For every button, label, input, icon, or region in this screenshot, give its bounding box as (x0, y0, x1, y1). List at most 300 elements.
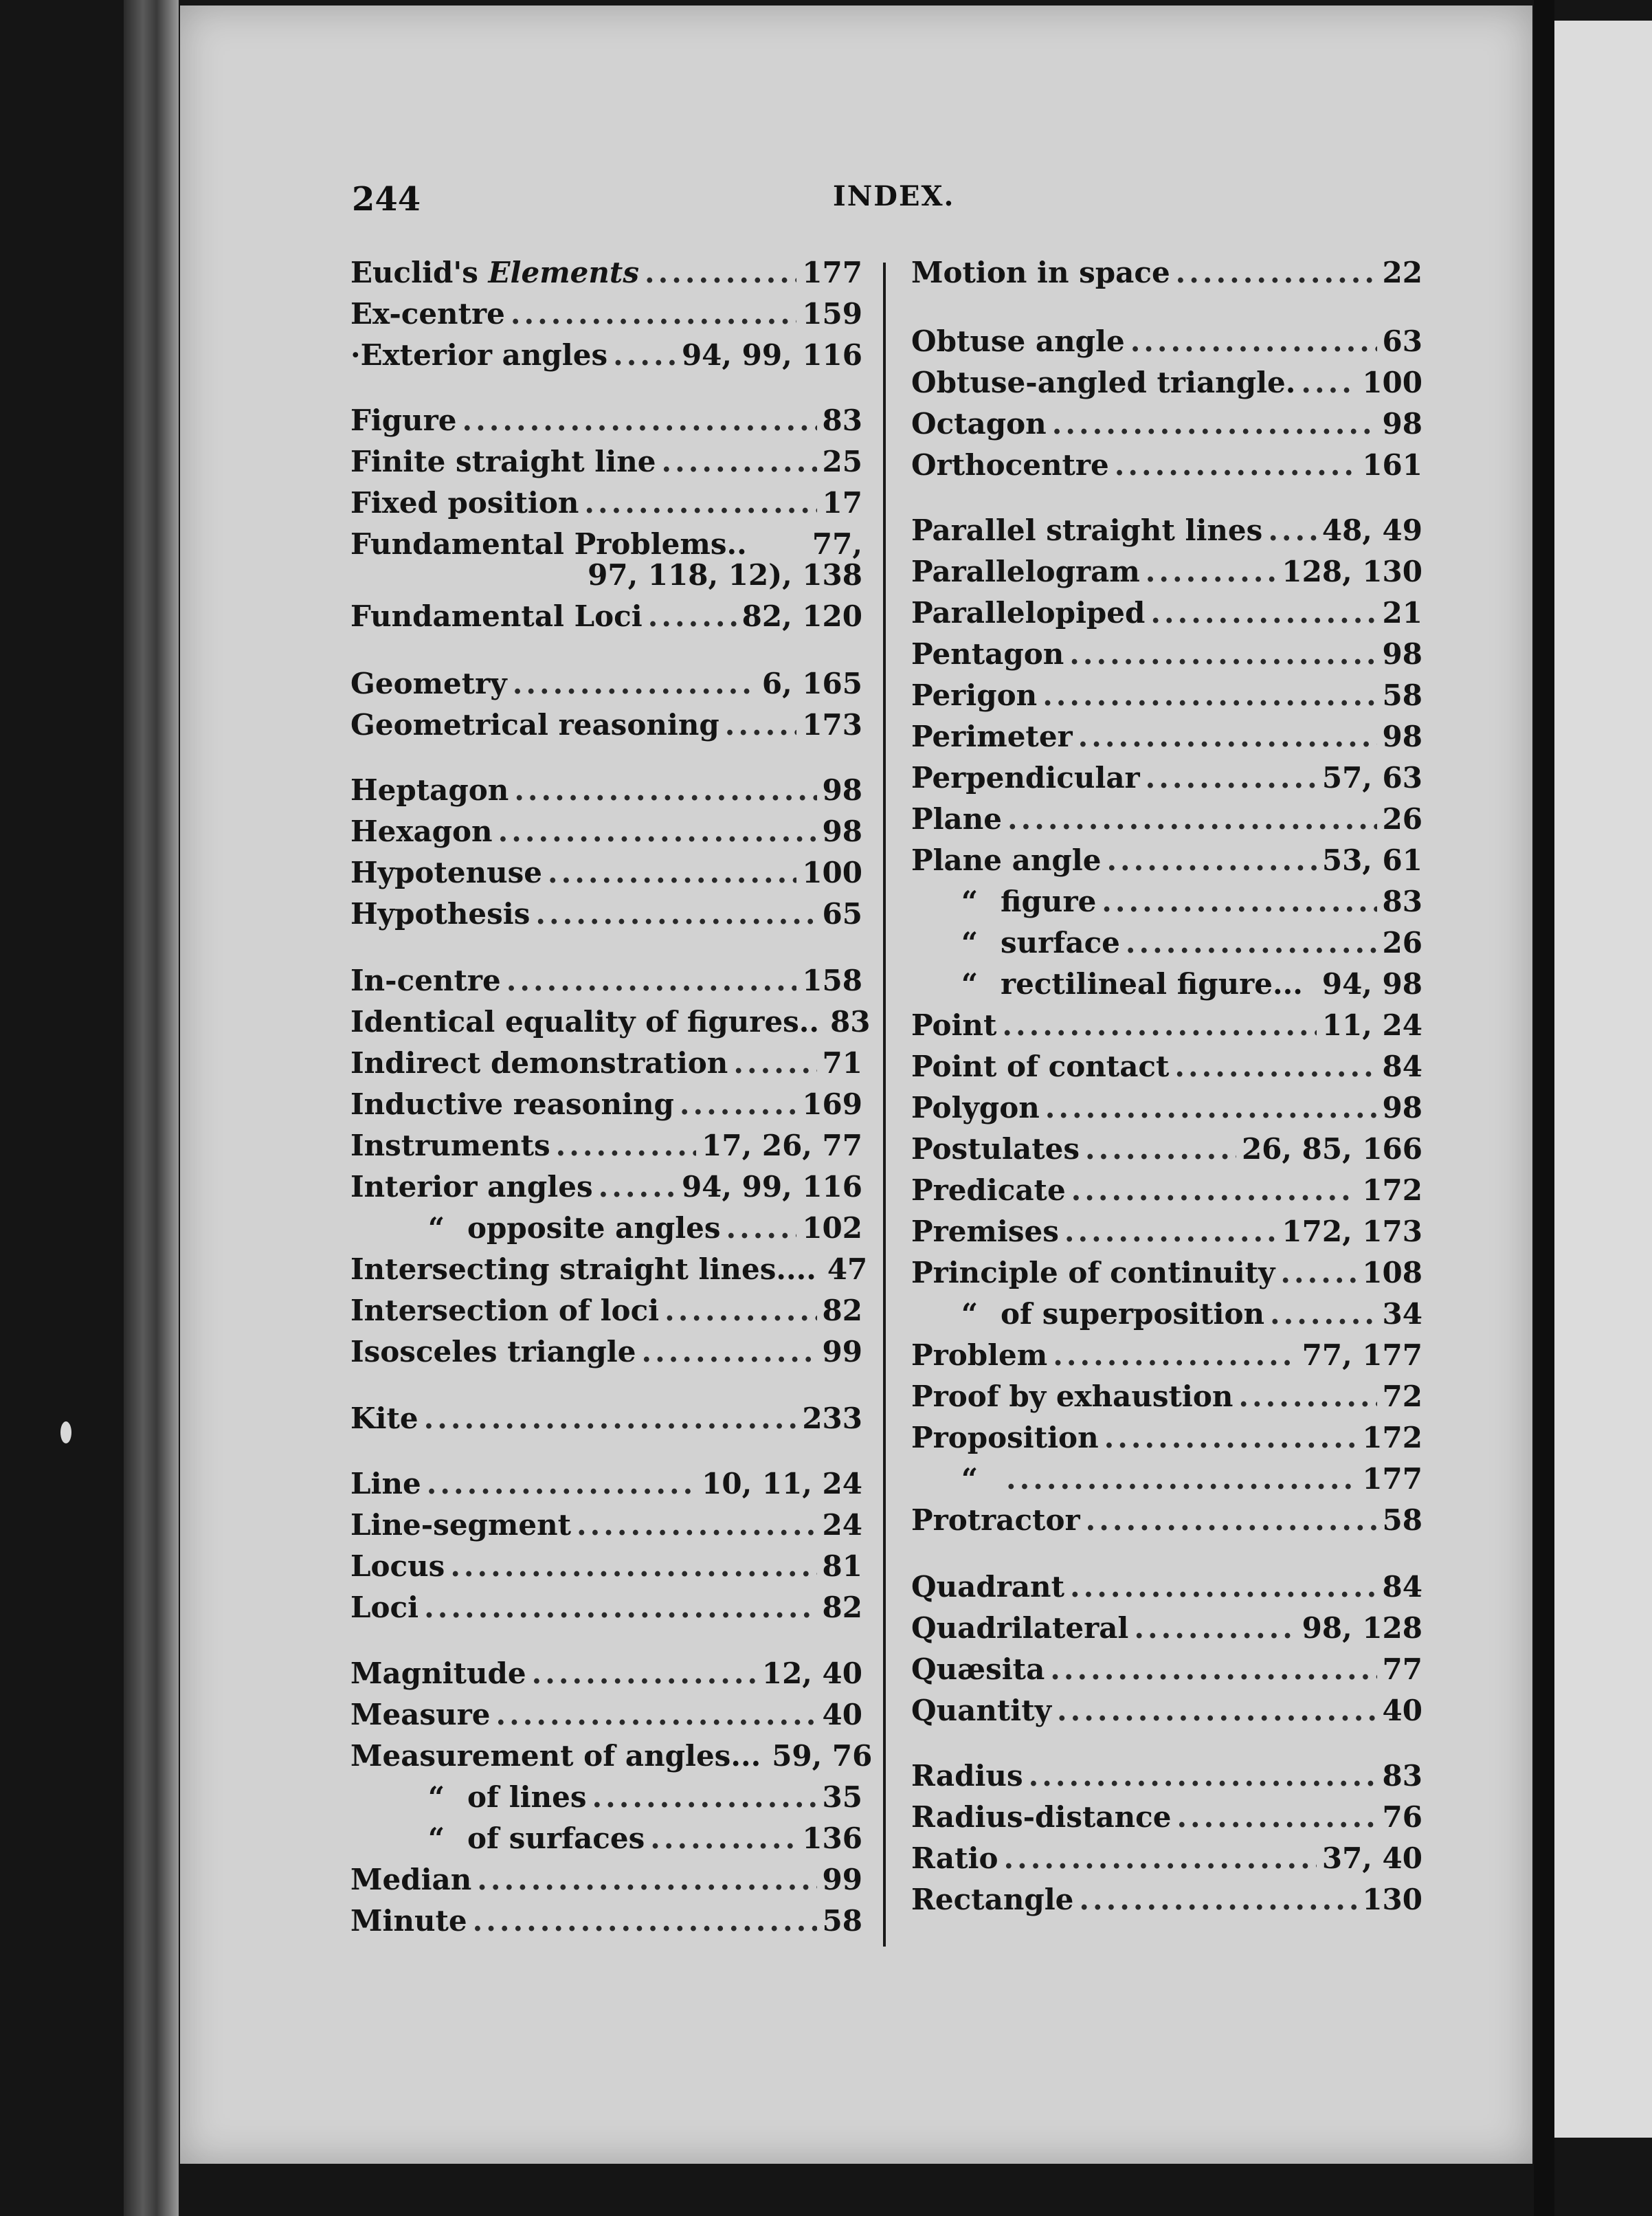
dot-leader (1102, 887, 1376, 916)
page-references: 65 (822, 897, 862, 931)
page-references: 82, 120 (741, 599, 862, 633)
index-entry (350, 447, 862, 476)
index-term-text: Isosceles triangle (350, 1335, 636, 1369)
dot-leader (1146, 764, 1317, 793)
dot-leader (613, 341, 676, 370)
page-references: 26 (1382, 802, 1422, 836)
page-references: 99 (822, 1863, 862, 1896)
index-entry (911, 557, 1422, 586)
index-term-text: Intersecting straight lines.... (350, 1252, 816, 1286)
dot-leader (1150, 599, 1376, 628)
index-term (911, 368, 1295, 397)
index-entry (911, 1652, 1422, 1686)
index-term (911, 407, 1047, 441)
index-term-text: Motion in space (911, 256, 1170, 289)
dot-leader (424, 1404, 797, 1433)
index-term-text: Polygon (911, 1091, 1040, 1124)
page-references: 40 (1382, 1694, 1422, 1727)
index-entry (911, 1696, 1422, 1725)
dot-leader (532, 1659, 757, 1688)
page-references: 81 (822, 1549, 862, 1583)
index-term (350, 258, 639, 287)
index-term-text: of lines (467, 1780, 587, 1814)
page-references: 233 (802, 1401, 862, 1435)
index-term (939, 1297, 1264, 1331)
ditto-mark: “ (961, 885, 979, 918)
index-entry (350, 599, 862, 633)
page-references: 83 (822, 403, 862, 437)
index-entry (911, 513, 1422, 547)
index-term (350, 1335, 636, 1369)
page-references: 98, 128 (1302, 1611, 1422, 1645)
index-entry (911, 761, 1422, 795)
index-term (911, 557, 1140, 586)
index-term (911, 761, 1140, 795)
index-term (939, 1462, 1001, 1496)
page-references: 158 (802, 964, 862, 997)
index-entry (911, 1338, 1422, 1372)
dot-leader (427, 1470, 696, 1498)
page-references: 58 (822, 1904, 862, 1938)
index-term (911, 324, 1125, 358)
index-term-text: Parallel straight lines (911, 513, 1263, 547)
index-term (939, 926, 1120, 960)
index-term (911, 1173, 1066, 1207)
index-term (350, 527, 747, 561)
page-references: 53, 61 (1321, 843, 1422, 877)
index-term (911, 678, 1038, 712)
index-term (350, 1005, 820, 1039)
dot-leader (1045, 1094, 1377, 1122)
index-entry (939, 967, 1422, 1001)
index-entry (405, 1780, 862, 1814)
index-term (350, 338, 608, 372)
index-entry (350, 1549, 862, 1583)
page-references: 94, 98 (1321, 967, 1422, 1001)
index-term (350, 708, 719, 742)
ditto-mark: “ (961, 1297, 979, 1331)
index-entry (350, 1005, 871, 1039)
index-term-text: Interior angles (350, 1170, 593, 1204)
index-term-text: Postulates (911, 1132, 1080, 1166)
page-references: 128, 130 (1282, 555, 1422, 588)
page-references: 76 (1382, 1800, 1422, 1834)
index-entry (911, 1052, 1422, 1081)
page-references: 57, 63 (1321, 761, 1422, 795)
index-term (350, 447, 656, 476)
index-entry (350, 858, 862, 887)
index-term-text: Ex-centre (350, 297, 505, 331)
index-term-text: Line (350, 1467, 421, 1500)
ditto-mark: “ (427, 1211, 445, 1245)
index-term-text: Obtuse-angled triangle. (911, 366, 1296, 399)
ditto-mark: “ (427, 1821, 445, 1855)
index-term (911, 1382, 1233, 1411)
page-number: 244 (352, 180, 421, 219)
dot-leader (513, 669, 757, 698)
index-entry (350, 486, 862, 520)
page-references: 98 (822, 815, 862, 848)
index-term-text: Measure (350, 1698, 491, 1731)
index-entry (350, 338, 862, 372)
dot-leader (726, 1214, 797, 1243)
dot-leader (1071, 1176, 1357, 1205)
dot-leader (1146, 557, 1277, 586)
page-references: 47 (827, 1252, 868, 1286)
page-references: 94, 99, 116 (681, 338, 862, 372)
index-term (911, 637, 1064, 671)
dot-leader (648, 602, 737, 631)
dot-leader (1050, 1655, 1376, 1684)
dot-leader (1280, 1259, 1357, 1287)
dot-leader (1238, 1382, 1376, 1411)
index-entry (911, 1503, 1422, 1537)
page-references: 10, 11, 24 (702, 1467, 862, 1500)
index-term-text: Parallelogram (911, 555, 1140, 588)
index-entry (405, 1821, 862, 1855)
dot-leader (725, 711, 797, 740)
dot-leader (577, 1511, 817, 1540)
page-references: 159 (802, 297, 862, 331)
dot-leader (1070, 1573, 1377, 1602)
index-term-text: figure (1001, 885, 1097, 918)
index-entry (350, 1296, 862, 1325)
page-references: 21 (1382, 596, 1422, 630)
index-entry (911, 1800, 1422, 1834)
index-entry (350, 258, 862, 287)
index-entry (911, 678, 1422, 712)
page-references: 98 (1382, 407, 1422, 441)
dot-leader (592, 1783, 817, 1812)
index-term (350, 1865, 471, 1894)
dot-leader (1069, 640, 1376, 669)
index-term-text: Orthocentre (911, 448, 1109, 482)
index-term (911, 843, 1102, 877)
page-references: 77, 177 (1302, 1338, 1422, 1372)
facing-page-edge (1554, 21, 1652, 2138)
index-entry (911, 1256, 1422, 1289)
index-term-text: Quantity (911, 1694, 1052, 1727)
index-entry (350, 966, 862, 995)
index-term (911, 1652, 1045, 1686)
page-references: 83 (1382, 1759, 1422, 1793)
index-term (350, 669, 507, 698)
dot-leader (1029, 1762, 1377, 1791)
index-term-text: Geometrical reasoning (350, 708, 719, 742)
index-term-text: Kite (350, 1401, 418, 1435)
index-entry (350, 527, 862, 561)
page-references: 37, 40 (1321, 1841, 1422, 1875)
index-term (350, 1131, 550, 1160)
dot-leader (645, 258, 796, 287)
dot-leader (661, 447, 816, 476)
dot-leader (495, 1700, 816, 1729)
gutter-shadow (1534, 0, 1554, 2216)
dot-leader (1003, 1844, 1316, 1873)
dot-leader (1086, 1506, 1377, 1535)
index-term-text: of superposition (1001, 1297, 1264, 1331)
dot-leader (1301, 368, 1357, 397)
index-entry (350, 817, 862, 846)
index-term-text: Parallelopiped (911, 596, 1146, 630)
index-entry (939, 1297, 1422, 1331)
dot-leader (1176, 258, 1377, 287)
dot-leader (1176, 1803, 1376, 1832)
page-references: 72 (1382, 1380, 1422, 1413)
page-edge-left (124, 0, 179, 2216)
index-term-text: Quadrilateral (911, 1611, 1129, 1645)
index-entry (939, 926, 1422, 960)
dot-leader (506, 966, 797, 995)
index-entry (350, 1131, 862, 1160)
index-entry (911, 722, 1422, 751)
index-term-text: Line-segment (350, 1508, 572, 1542)
index-term (911, 1611, 1129, 1645)
index-entry (350, 558, 862, 592)
dot-leader (424, 1593, 816, 1622)
index-entry (350, 1046, 862, 1080)
index-term (911, 1008, 997, 1042)
index-entry (350, 1739, 873, 1773)
page-references: 177 (802, 256, 862, 289)
index-term-text: Instruments (350, 1129, 550, 1162)
dot-leader (535, 900, 816, 929)
index-term-text: Pentagon (911, 637, 1064, 671)
dot-leader (1052, 410, 1377, 439)
index-term (911, 448, 1109, 482)
dot-leader (1006, 1465, 1357, 1494)
index-entry (911, 324, 1422, 358)
index-entry (350, 773, 862, 807)
index-term-text: Radius (911, 1759, 1023, 1793)
page-references: 77 (1382, 1652, 1422, 1686)
ditto-mark: “ (961, 1462, 979, 1496)
dot-leader (1104, 1423, 1357, 1452)
page-references: 84 (1382, 1050, 1422, 1083)
page-references: 24 (822, 1508, 862, 1542)
index-entry (911, 1759, 1422, 1793)
index-term (350, 1087, 674, 1121)
dot-leader (1085, 1135, 1236, 1164)
dot-leader (665, 1296, 816, 1325)
index-term-text: Perimeter (911, 720, 1073, 753)
index-term (350, 1252, 816, 1286)
index-entry (911, 1611, 1422, 1645)
index-term (350, 599, 643, 633)
dot-leader (584, 489, 816, 518)
index-term (911, 722, 1073, 751)
index-term (911, 1759, 1023, 1793)
index-entry (911, 1423, 1422, 1452)
index-term-text: Fundamental Loci (350, 599, 643, 633)
index-term-text: Point (911, 1008, 997, 1042)
index-term-text: ·Exterior angles (350, 338, 608, 372)
index-term (350, 1467, 421, 1500)
page-references: 172, 173 (1282, 1215, 1422, 1248)
index-term-text: Octagon (911, 407, 1047, 441)
index-term-text: Loci (350, 1591, 419, 1624)
index-term-text: opposite angles (467, 1211, 721, 1245)
dot-leader (514, 776, 816, 805)
index-term (911, 1132, 1080, 1166)
index-term (350, 1904, 467, 1938)
index-term-text: In-centre (350, 964, 501, 997)
index-term-text: Hypotenuse (350, 856, 543, 889)
dot-leader (733, 1049, 816, 1078)
dot-leader (1174, 1052, 1376, 1081)
page-references: 130 (1362, 1883, 1422, 1916)
index-entry (911, 1217, 1422, 1246)
index-entry (911, 1091, 1422, 1124)
index-term (911, 1841, 998, 1875)
dot-leader (1002, 1011, 1317, 1040)
index-term (911, 1800, 1172, 1834)
index-term (350, 966, 501, 995)
index-entry (911, 1885, 1422, 1914)
index-entry (911, 1008, 1422, 1042)
page-references: 94, 99, 116 (681, 1170, 862, 1204)
index-entry (350, 1252, 868, 1286)
index-entry (911, 368, 1422, 397)
dot-leader (680, 1090, 796, 1119)
page-references: 172 (1362, 1421, 1422, 1454)
index-term-text: Hypothesis (350, 897, 531, 931)
index-entry (911, 407, 1422, 441)
index-term (350, 1700, 490, 1729)
index-term (911, 802, 1003, 836)
page-references: 83 (1382, 885, 1422, 918)
index-entry (911, 802, 1422, 836)
index-entry (350, 403, 862, 437)
page-references: 98 (822, 773, 862, 807)
column-divider (883, 263, 886, 1947)
page-references: 40 (822, 1698, 862, 1731)
index-term-text: Proposition (911, 1421, 1099, 1454)
page-references: 6, 165 (761, 667, 862, 700)
dot-leader (1007, 805, 1377, 834)
index-term (350, 1549, 445, 1583)
index-term-text: Euclid's (350, 256, 489, 289)
index-entry (911, 1382, 1422, 1411)
page-references: 58 (1382, 678, 1422, 712)
index-term (911, 1570, 1064, 1604)
page-references: 17, 26, 77 (702, 1129, 862, 1162)
dot-leader (1057, 1696, 1377, 1725)
index-term (350, 1659, 526, 1688)
index-term-text: Fundamental Problems.. (350, 527, 747, 561)
index-term (350, 1296, 659, 1325)
page-references: 84 (1382, 1570, 1422, 1604)
index-term-text: Perpendicular (911, 761, 1140, 795)
index-entry (350, 669, 862, 698)
index-term (911, 1091, 1040, 1124)
page-references: 25 (822, 445, 862, 478)
dot-leader (511, 300, 797, 329)
index-term-text: Locus (350, 1549, 445, 1583)
ditto-mark: “ (961, 967, 979, 1001)
index-entry (939, 887, 1422, 916)
dot-leader (1268, 516, 1317, 545)
index-term-text: Proof by exhaustion (911, 1380, 1234, 1413)
index-entry (350, 1335, 862, 1369)
dot-leader (1064, 1217, 1277, 1246)
index-term (350, 1739, 761, 1773)
index-term-text: Principle of continuity (911, 1256, 1275, 1289)
page-references: 173 (802, 708, 862, 742)
page-references: 34 (1382, 1297, 1422, 1331)
index-term (350, 486, 579, 520)
dot-leader (548, 858, 796, 887)
index-term-text: Identical equality of figures.. (350, 1005, 820, 1039)
index-term-text: Intersection of loci (350, 1294, 660, 1327)
index-term (911, 513, 1263, 547)
index-term (939, 887, 1096, 916)
index-term (911, 258, 1170, 287)
index-entry (350, 1170, 862, 1204)
index-term (350, 1170, 593, 1204)
index-term-text: Plane (911, 802, 1003, 836)
index-term (911, 1338, 1048, 1372)
page-references: 98 (1382, 1091, 1422, 1124)
dot-leader (1270, 1300, 1377, 1329)
index-term-text: Finite straight line (350, 445, 656, 478)
index-term-text: Minute (350, 1904, 467, 1938)
index-term-text: Fixed position (350, 486, 579, 520)
index-entry (350, 1087, 862, 1121)
index-term-text: surface (1001, 926, 1120, 960)
page-references: 48, 49 (1321, 513, 1422, 547)
index-term (911, 1052, 1169, 1081)
dot-leader (1053, 1341, 1296, 1370)
index-term-text: Magnitude (350, 1657, 526, 1690)
index-term-text: Radius-distance (911, 1800, 1172, 1834)
dot-leader (641, 1338, 816, 1366)
dot-leader (1134, 1614, 1296, 1643)
page-references: 58 (1382, 1503, 1422, 1537)
dot-leader (450, 1552, 816, 1581)
index-term-text: Premises (911, 1215, 1059, 1248)
page-references: 82 (822, 1294, 862, 1327)
page-references: 71 (822, 1046, 862, 1080)
index-entry (350, 1593, 862, 1622)
index-term (911, 1256, 1275, 1289)
index-entry (911, 1570, 1422, 1604)
index-term-text: Plane angle (911, 843, 1102, 877)
index-entry (350, 297, 862, 331)
page-references: 35 (822, 1780, 862, 1814)
index-entry (911, 1132, 1422, 1166)
index-term (350, 297, 505, 331)
page-references: 98 (1382, 637, 1422, 671)
page-references: 12, 40 (761, 1657, 862, 1690)
index-entry (350, 708, 862, 742)
index-term-text: Point of contact (911, 1050, 1170, 1083)
page-references: 97, 118, 12), 138 (588, 558, 862, 592)
dot-leader (650, 1824, 796, 1853)
index-term (911, 1217, 1059, 1246)
index-term (350, 773, 509, 807)
index-entry (911, 843, 1422, 877)
index-term (405, 1211, 721, 1245)
dot-leader (462, 406, 817, 435)
index-term (911, 1696, 1051, 1725)
index-term-text: Predicate (911, 1173, 1066, 1207)
index-term-text: Figure (350, 403, 457, 437)
page-references: 83 (830, 1005, 871, 1039)
index-term-text: Quadrant (911, 1570, 1064, 1604)
dot-leader (1042, 681, 1376, 710)
page-references: 100 (802, 856, 862, 889)
